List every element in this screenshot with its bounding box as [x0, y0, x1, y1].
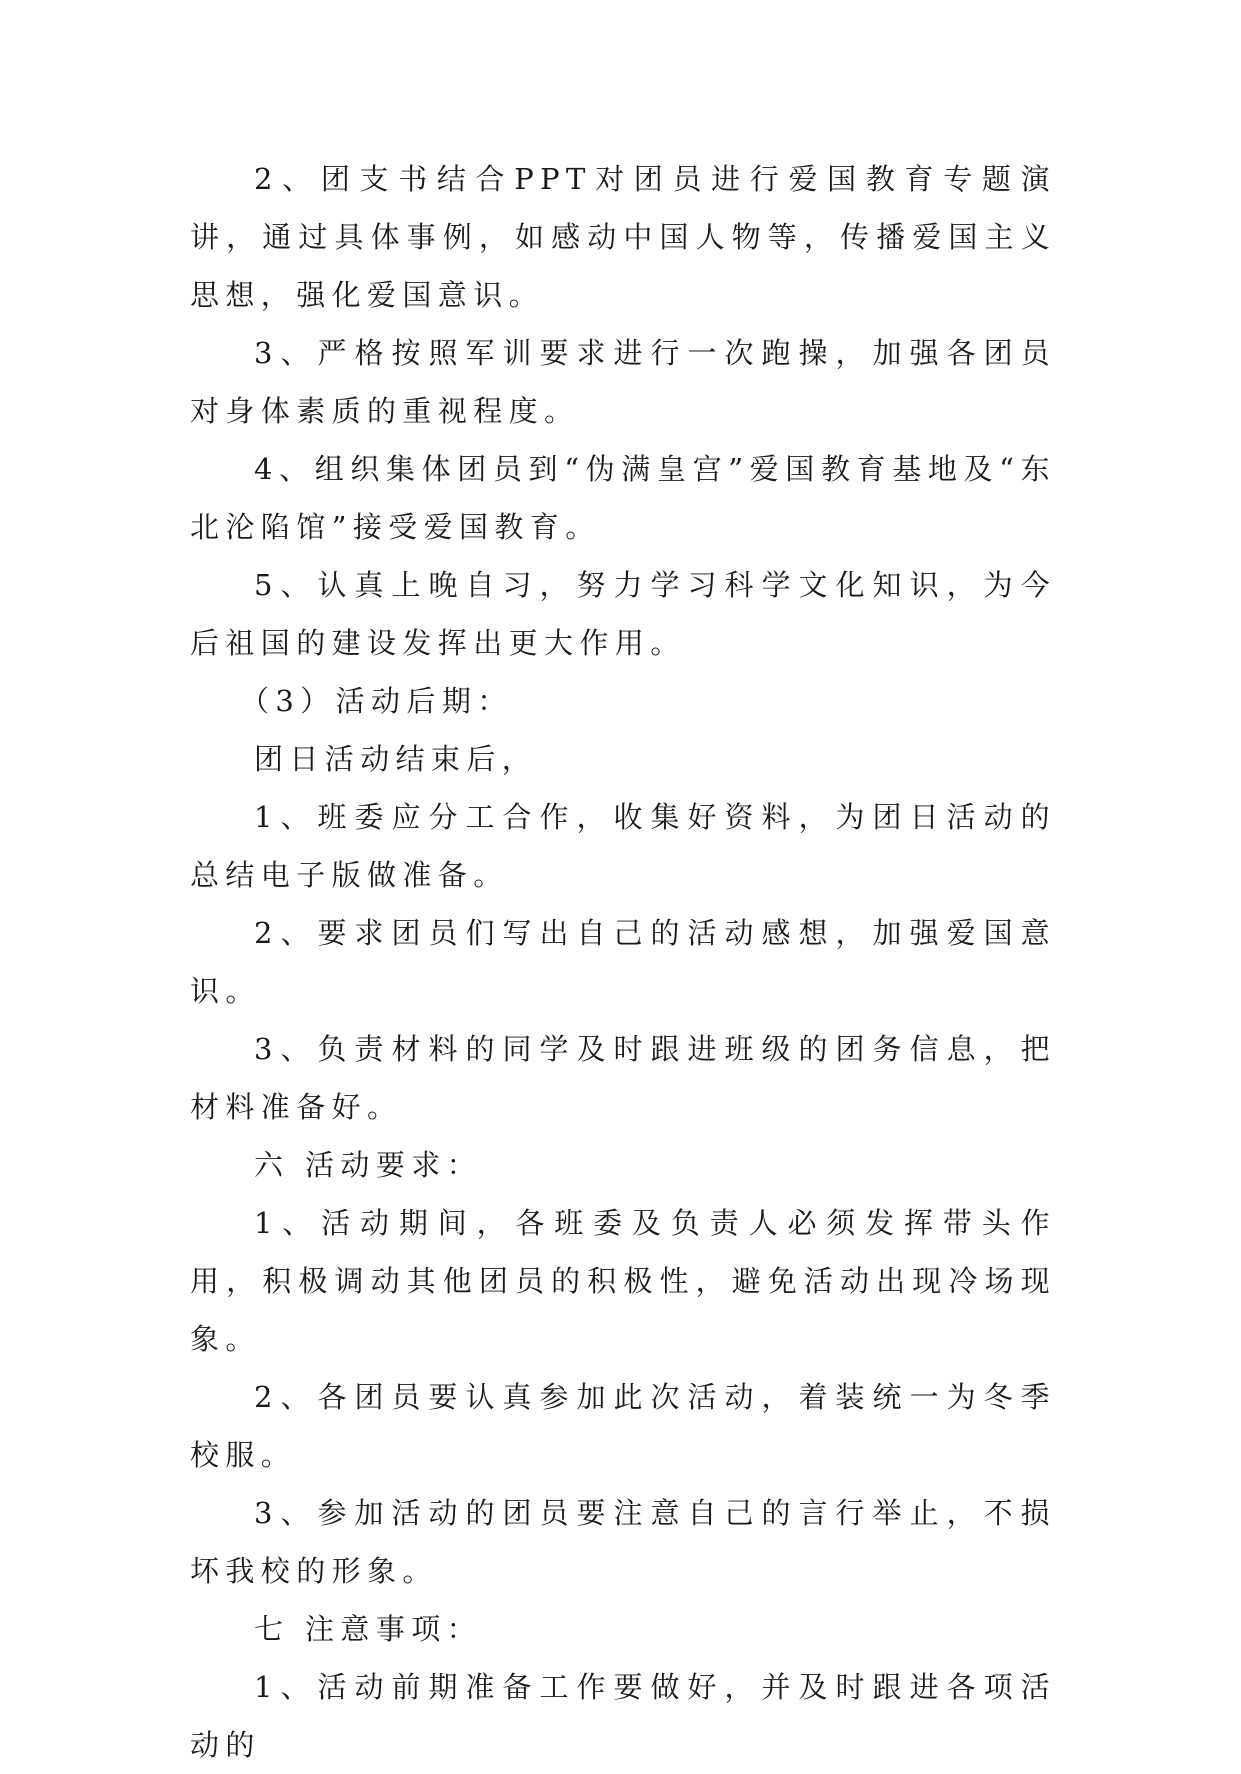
paragraph: 1、活动前期准备工作要做好，并及时跟进各项活动的: [190, 1670, 1056, 1762]
paragraph: 3、参加活动的团员要注意自己的言行举止，不损坏我校的形象。: [190, 1496, 1056, 1588]
paragraph: 2、各团员要认真参加此次活动，着装统一为冬季校服。: [190, 1380, 1056, 1472]
section-heading: 七 注意事项：: [254, 1612, 483, 1646]
paragraph: 2、要求团员们写出自己的活动感想，加强爱国意识。: [190, 916, 1056, 1008]
paragraph: 3、负责材料的同学及时跟进班级的团务信息，把材料准备好。: [190, 1032, 1056, 1124]
paragraph: 团日活动结束后，: [254, 742, 538, 776]
paragraph: 3、严格按照军训要求进行一次跑操，加强各团员对身体素质的重视程度。: [190, 336, 1056, 428]
paragraph: 4、组织集体团员到“伪满皇宫”爱国教育基地及“东北沦陷馆”接受爱国教育。: [190, 452, 1056, 544]
section-heading: 六 活动要求：: [254, 1148, 483, 1182]
paragraph: 2、团支书结合PPT对团员进行爱国教育专题演讲，通过具体事例，如感动中国人物等，传播爱国主义思想，强化爱国意识。: [190, 162, 1056, 312]
paragraph: 1、班委应分工合作，收集好资料，为团日活动的总结电子版做准备。: [190, 800, 1056, 892]
section-subheading: （3）活动后期：: [240, 684, 513, 718]
paragraph: 1、活动期间，各班委及负责人必须发挥带头作用，积极调动其他团员的积极性，避免活动出现冷场现象。: [190, 1206, 1056, 1356]
document-body: [190, 150, 1056, 1774]
paragraph: 5、认真上晚自习，努力学习科学文化知识，为今后祖国的建设发挥出更大作用。: [190, 568, 1056, 660]
